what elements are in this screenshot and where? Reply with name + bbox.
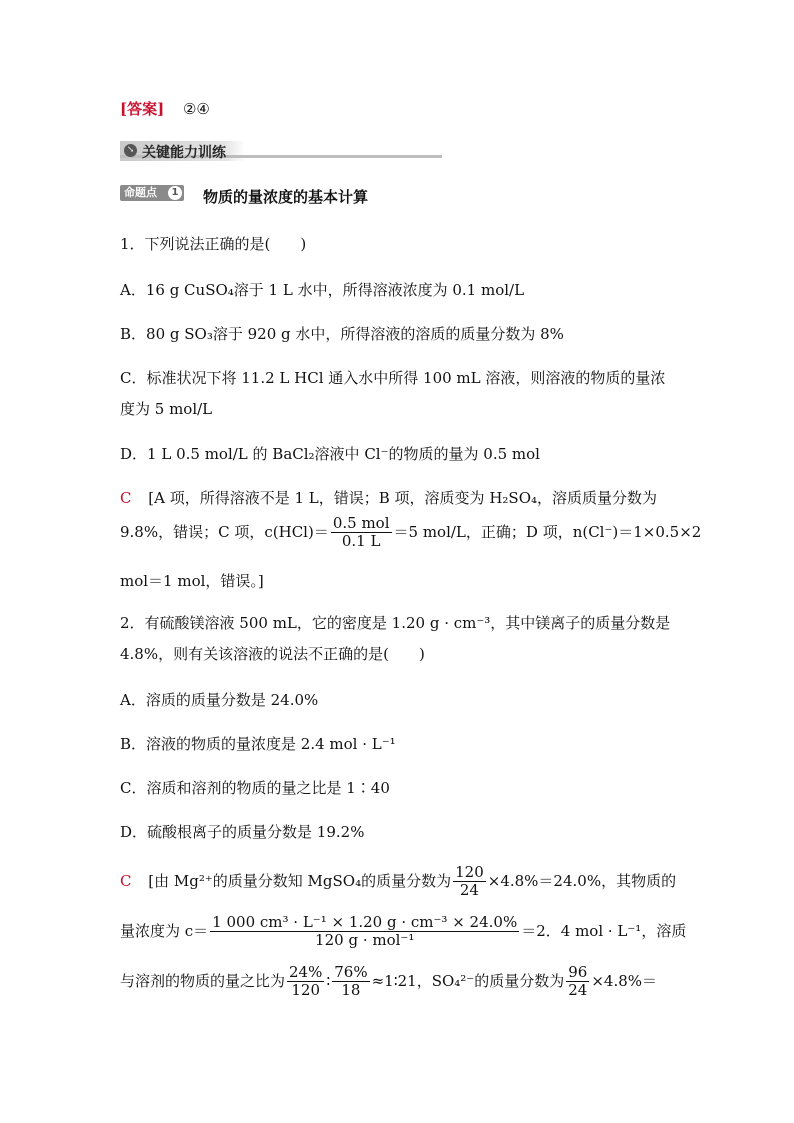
topic-title: 物质的量浓度的基本计算 <box>203 188 369 206</box>
answer-tag: [答案] <box>120 100 165 118</box>
q1-stem: 1．下列说法正确的是( ) <box>120 235 307 253</box>
answer-value: ②④ <box>182 100 210 118</box>
q1-explanation-line1: C [A 项，所得溶液不是 1 L，错误；B 项，溶质变为 H₂SO₄，溶质质量分数为 <box>120 489 658 507</box>
q1-option-c-line1: C．标准状况下将 11.2 L HCl 通入水中所得 100 mL 溶液，则溶液的物质的量浓 <box>120 369 666 387</box>
q1-fraction: $\frac{\text{0.5 mol}}{0.1 L}$ <box>332 514 390 551</box>
q2-option-a: A．溶质的质量分数是 24.0% <box>120 691 319 709</box>
q2-answer-letter: C <box>120 871 132 890</box>
arrow-icon: ↘ <box>124 144 137 157</box>
q2-explanation-line3: 与溶剂的物质的量之比为 $\frac{24\%}{120}$ ∶ $\frac{76\%}{18}$ ≈1∶21，SO₄²⁻的质量分数为 $\frac{96}{24}$ ×4.8%＝ <box>120 963 658 1000</box>
q1-answer-letter: C <box>120 489 132 507</box>
section-title: 关键能力训练 <box>142 145 226 161</box>
q2-stem-line2: 4.8%，则有关该溶液的说法不正确的是( ) <box>120 645 425 663</box>
q1-option-d: D．1 L 0.5 mol/L 的 BaCl₂溶液中 Cl⁻的物质的量为 0.5 mol <box>120 445 540 463</box>
q2-stem-line1: 2．有硫酸镁溶液 500 mL，它的密度是 1.20 g · cm⁻³，其中镁离子的质量分数是 <box>120 614 671 632</box>
q2-fraction-1: $\frac{120}{24}$ <box>455 863 484 900</box>
q1-option-b: B．80 g SO₃溶于 920 g 水中，所得溶液的溶质的质量分数为 8% <box>120 325 564 343</box>
q1-option-c-line2: 度为 5 mol/L <box>120 400 213 418</box>
q2-option-d: D．硫酸根离子的质量分数是 19.2% <box>120 823 365 841</box>
topic-tag: 命题点 1 <box>120 185 184 201</box>
q1-explanation-line3: mol＝1 mol，错误。] <box>120 572 264 590</box>
answer-line <box>120 98 210 119</box>
section-header <box>120 141 442 161</box>
q2-fraction-2: $\frac{\text{1 000 cm³ · L⁻¹ × 1.20 g · cm⁻³ × 24.0\%}}{\text{120 g · mol⁻¹}}$ <box>212 913 518 950</box>
q1-explanation-line2: 9.8%，错误；C 项，c(HCl)＝ $\frac{\text{0.5 mol}}{0.1 L}$ ＝5 mol/L，正确；D 项，n(Cl⁻)＝1×0.5×2 <box>120 514 702 551</box>
topic-number: 1 <box>168 186 182 200</box>
q2-explanation-line1: C [由 Mg²⁺的质量分数知 MgSO₄的质量分数为 $\frac{120}{24}$ ×4.8%＝24.0%，其物质的 <box>120 863 677 900</box>
q1-option-a: A．16 g CuSO₄溶于 1 L 水中，所得溶液浓度为 0.1 mol/L <box>120 281 525 299</box>
q2-option-b: B．溶液的物质的量浓度是 2.4 mol · L⁻¹ <box>120 735 396 753</box>
q2-option-c: C．溶质和溶剂的物质的量之比是 1∶40 <box>120 779 390 797</box>
q2-explanation-line2: 量浓度为 c＝ $\frac{\text{1 000 cm³ · L⁻¹ × 1.20 g · cm⁻³ × 24.0\%}}{\text{120 g · mol⁻¹}}$ ＝2．4 mol · L⁻¹，溶质 <box>120 913 687 950</box>
